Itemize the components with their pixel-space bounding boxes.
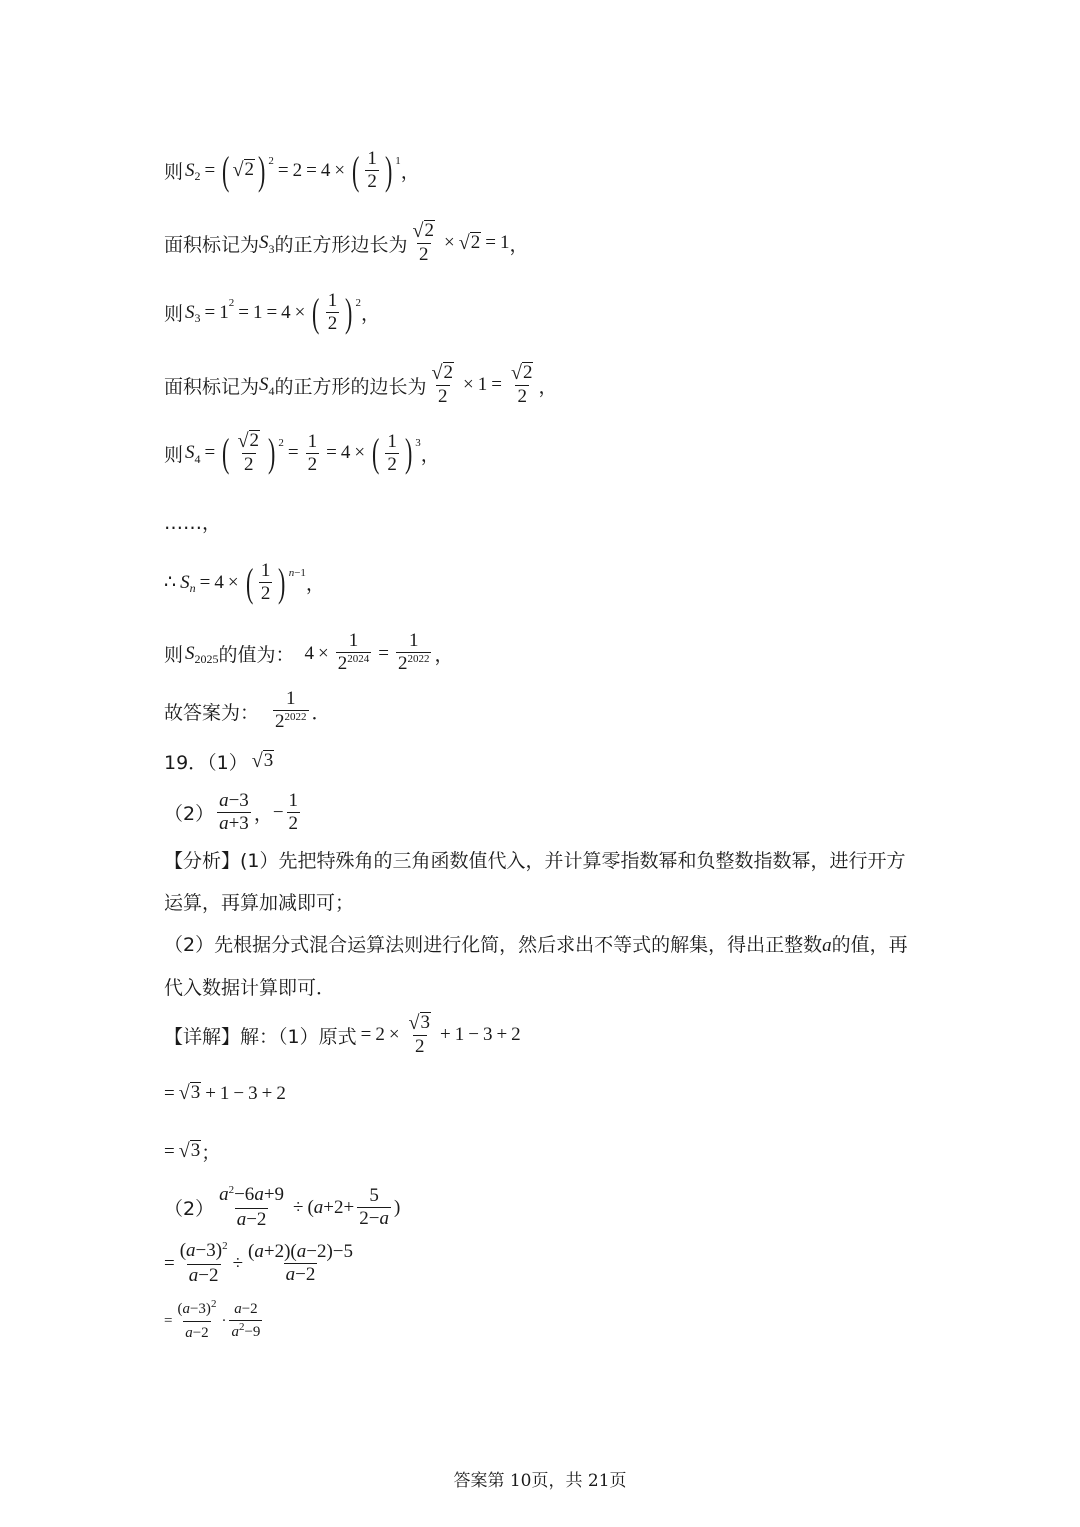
equation-s3: 则 S 3 = 1 2 = 1 = 4 × ( $\frac{1}{2}$ ) 2 ， <box>164 289 381 335</box>
ellipsis: ……， <box>164 512 222 534</box>
answer-line: 故答案为： $\frac{1}{2^{2022}}$ ． <box>164 688 331 735</box>
equation-sn: ∴ S n = 4 × ( $\frac{1}{2}$ ) n−1 ， <box>164 559 325 605</box>
equation-s4-side: 面积标记为 S 4 的正方形的边长为 √ 2 2 × 1 = √ 2 2 ， <box>164 362 558 407</box>
q19-part2: （2） $\frac{a-3}{a+3}$ ， − $\frac{1}{2}$ <box>164 790 299 834</box>
detail-part2: （2） $\frac{a^2-6a+9}{a-2}$ ÷ ( a +2+ $\frac{5}{2-a}$ ) <box>164 1184 401 1230</box>
equation-s3-side: 面积标记为 S 3 的正方形边长为 √ 2 2 × √ 2 = 1 ， <box>164 220 529 265</box>
analysis-paragraph-2: （2）先根据分式混合运算法则进行化简，然后求出不等式的解集，得出正整数a的值，再代入数据计算即可． <box>164 934 908 999</box>
detail-part1: 【详解】解：（1）原式 = 2 × √ 3 2 + 1 − 3 + 2 <box>164 1012 521 1057</box>
equation-s2025: 则 S 2025 的值为： 4 × $\frac{1}{2^{2024}}$ = $\frac{1}{2^{2022}}$ ， <box>164 630 453 677</box>
equation-s4: 则 S 4 = ( √ 2 2 ) 2 = $\frac{1}{2}$ = 4 × ( $\frac{1}{2}$ ) 3 ， <box>164 430 440 475</box>
q19-part1: 19．（1） √ 3 <box>164 750 274 774</box>
detail-part2-step2: = $\frac{(a-3)^2}{a-2}$ ÷ $\frac{(a+2)(a-2)-5}{a-2}$ <box>164 1240 353 1286</box>
detail-step-3: = √ 3 ； <box>164 1140 221 1164</box>
detail-step-2: = √ 3 + 1 − 3 + 2 <box>164 1082 286 1104</box>
detail-part2-step3: = $\frac{(a-3)^2}{a-2}$ · $\frac{a-2}{a^2-9}$ <box>164 1298 265 1344</box>
analysis-paragraph-1: 【分析】(1）先把特殊角的三角函数值代入，并计算零指数幂和负整数指数幂，进行开方运算，再算加减即可； <box>164 850 906 914</box>
equation-s2: 则 S 2 = ( √ 2 ) 2 = 2 = 4 × ( $\frac{1}{2}$ ) 1 ， <box>164 147 420 193</box>
page-footer: 答案第 10页，共 21页 <box>453 1471 627 1491</box>
